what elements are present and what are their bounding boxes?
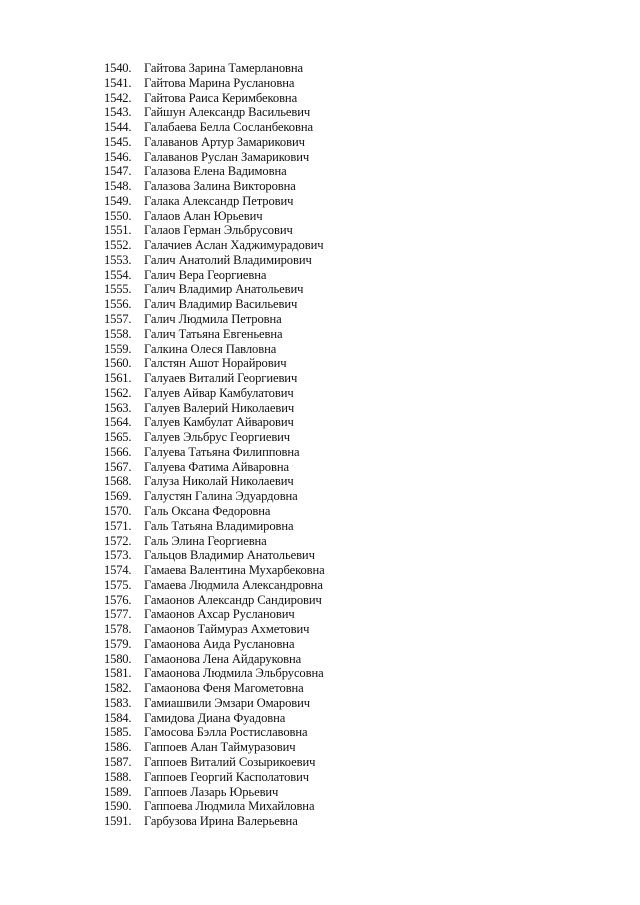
entry-full-name: Гамаонов Ахсар Русланович [144,607,295,622]
entry-number: 1581. [104,666,132,681]
entry-number: 1563. [104,400,132,415]
entry-full-name: Гайшун Александр Васильевич [144,105,311,120]
list-item [104,445,325,460]
entry-number: 1546. [104,149,132,164]
entry-number: 1565. [104,430,132,445]
entry-full-name: Галуев Валерий Николаевич [144,400,295,415]
entry-number: 1548. [104,179,132,194]
entry-number: 1577. [104,607,132,622]
entry-number: 1545. [104,134,132,149]
list-item [104,578,325,593]
entry-full-name: Галуева Фатима Айваровна [144,459,289,474]
entry-full-name: Галич Людмила Петровна [144,312,282,327]
entry-full-name: Гарбузова Ирина Валерьевна [144,814,298,829]
list-item [104,268,325,283]
entry-number: 1551. [104,223,132,238]
entry-number: 1559. [104,341,132,356]
entry-number: 1573. [104,548,132,563]
list-item [104,356,325,371]
entry-number: 1543. [104,105,132,120]
list-item [104,755,325,770]
entry-number: 1585. [104,725,132,740]
entry-full-name: Галаов Герман Эльбрусович [144,223,293,238]
list-item [104,327,325,342]
list-item [104,386,325,401]
list-item [104,652,325,667]
list-item [104,622,325,637]
entry-full-name: Галуев Айвар Камбулатович [144,385,294,400]
list-item [104,460,325,475]
entry-number: 1571. [104,518,132,533]
list-item [104,814,325,829]
list-item [104,76,325,91]
entry-full-name: Гамаева Валентина Мухарбековна [144,563,325,578]
entry-number: 1554. [104,267,132,282]
list-item [104,607,325,622]
entry-full-name: Гамосова Бэлла Ростиславовна [144,725,308,740]
entry-full-name: Гаппоев Виталий Созырикоевич [144,754,316,769]
list-item [104,61,325,76]
list-item [104,209,325,224]
entry-full-name: Галь Оксана Федоровна [144,503,271,518]
entry-full-name: Галаванов Руслан Замарикович [144,149,310,164]
list-item [104,725,325,740]
list-item [104,150,325,165]
entry-number: 1575. [104,577,132,592]
entry-number: 1541. [104,75,132,90]
list-item [104,238,325,253]
list-item [104,519,325,534]
list-item [104,371,325,386]
entry-full-name: Галич Татьяна Евгеньевна [144,326,283,341]
list-item [104,711,325,726]
entry-full-name: Галуаев Виталий Георгиевич [144,371,298,386]
list-item [104,504,325,519]
entry-number: 1576. [104,592,132,607]
entry-number: 1591. [104,814,132,829]
list-item [104,179,325,194]
entry-number: 1557. [104,312,132,327]
list-item [104,740,325,755]
entry-full-name: Гаппоев Лазарь Юрьевич [144,784,279,799]
entry-number: 1553. [104,252,132,267]
entry-full-name: Галь Элина Георгиевна [144,533,267,548]
entry-full-name: Галич Владимир Анатольевич [144,282,304,297]
list-item [104,785,325,800]
entry-full-name: Галич Вера Георгиевна [144,267,267,282]
entry-full-name: Гамиашвили Эмзари Омарович [144,695,311,710]
entry-full-name: Гайтова Раиса Керимбековна [144,90,298,105]
entry-number: 1567. [104,459,132,474]
list-item [104,430,325,445]
list-item [104,799,325,814]
entry-number: 1579. [104,636,132,651]
list-item [104,563,325,578]
entry-number: 1561. [104,371,132,386]
list-item [104,312,325,327]
list-item [104,342,325,357]
entry-full-name: Гаппоев Георгий Касполатович [144,769,309,784]
entry-full-name: Галкина Олеся Павловна [144,341,277,356]
entry-number: 1550. [104,208,132,223]
list-item [104,253,325,268]
entry-full-name: Гайтова Зарина Тамерлановна [144,61,304,75]
entry-number: 1587. [104,754,132,769]
entry-number: 1570. [104,503,132,518]
list-item [104,696,325,711]
list-item [104,770,325,785]
entry-number: 1544. [104,120,132,135]
list-item [104,401,325,416]
list-item [104,666,325,681]
entry-number: 1564. [104,415,132,430]
entry-full-name: Галазова Елена Вадимовна [144,164,287,179]
entry-number: 1578. [104,622,132,637]
entry-number: 1556. [104,297,132,312]
list-item [104,681,325,696]
list-item [104,164,325,179]
entry-number: 1558. [104,326,132,341]
entry-number: 1572. [104,533,132,548]
entry-full-name: Галака Александр Петрович [144,193,294,208]
entry-number: 1590. [104,799,132,814]
list-item [104,105,325,120]
entry-full-name: Гаппоев Алан Таймуразович [144,740,296,755]
list-item [104,120,325,135]
entry-full-name: Галустян Галина Эдуардовна [144,489,298,504]
entry-full-name: Гайтова Марина Руслановна [144,75,295,90]
list-item [104,474,325,489]
entry-number: 1540. [104,61,132,75]
list-item [104,415,325,430]
list-item [104,534,325,549]
entry-number: 1569. [104,489,132,504]
entry-full-name: Галстян Ашот Норайрович [144,356,287,371]
list-item [104,135,325,150]
entry-full-name: Галачиев Аслан Хаджимурадович [144,238,324,253]
list-item [104,548,325,563]
entry-full-name: Гамаонова Феня Магометовна [144,681,304,696]
entry-number: 1562. [104,385,132,400]
entry-full-name: Гамаонова Аида Руслановна [144,636,295,651]
entry-full-name: Галазова Залина Викторовна [144,179,296,194]
entry-full-name: Гамидова Диана Фуадовна [144,710,286,725]
entry-number: 1583. [104,695,132,710]
entry-full-name: Галь Татьяна Владимировна [144,518,294,533]
entry-number: 1542. [104,90,132,105]
entry-full-name: Галуева Татьяна Филипповна [144,444,300,459]
entry-number: 1582. [104,681,132,696]
entry-number: 1549. [104,193,132,208]
list-item [104,223,325,238]
entry-number: 1566. [104,444,132,459]
entry-number: 1552. [104,238,132,253]
entry-full-name: Галуза Николай Николаевич [144,474,294,489]
list-item [104,489,325,504]
entry-full-name: Галаов Алан Юрьевич [144,208,263,223]
entry-full-name: Гальцов Владимир Анатольевич [144,548,315,563]
entry-number: 1574. [104,563,132,578]
list-item [104,194,325,209]
list-item [104,91,325,106]
name-list [104,61,325,829]
entry-full-name: Галич Владимир Васильевич [144,297,298,312]
entry-full-name: Галуев Камбулат Айварович [144,415,294,430]
entry-number: 1588. [104,769,132,784]
entry-full-name: Гамаонова Людмила Эльбрусовна [144,666,324,681]
entry-number: 1589. [104,784,132,799]
entry-full-name: Галуев Эльбрус Георгиевич [144,430,291,445]
entry-full-name: Гамаонов Александр Сандирович [144,592,322,607]
list-item [104,593,325,608]
entry-full-name: Галич Анатолий Владимирович [144,252,312,267]
list-item [104,297,325,312]
entry-number: 1555. [104,282,132,297]
entry-full-name: Галаванов Артур Замарикович [144,134,305,149]
entry-full-name: Гаппоева Людмила Михайловна [144,799,315,814]
entry-number: 1586. [104,740,132,755]
entry-full-name: Гамаева Людмила Александровна [144,577,323,592]
entry-full-name: Гамаонов Таймураз Ахметович [144,622,310,637]
entry-full-name: Гамаонова Лена Айдаруковна [144,651,302,666]
entry-number: 1580. [104,651,132,666]
entry-number: 1568. [104,474,132,489]
list-item [104,637,325,652]
list-item [104,282,325,297]
entry-number: 1547. [104,164,132,179]
entry-number: 1584. [104,710,132,725]
entry-number: 1560. [104,356,132,371]
entry-full-name: Галабаева Белла Сосланбековна [144,120,313,135]
